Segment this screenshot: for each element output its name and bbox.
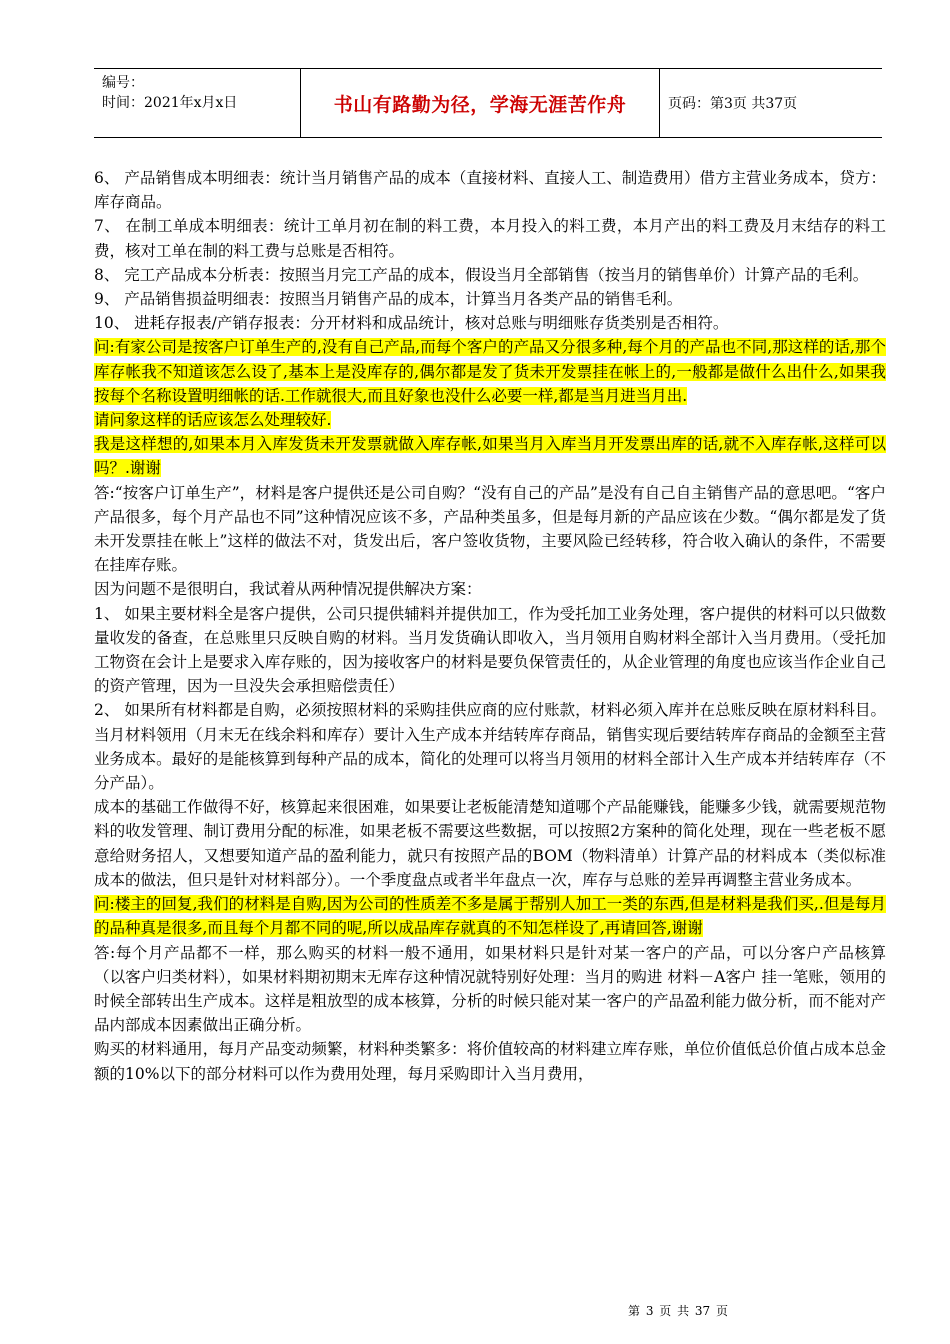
highlighted-question (94, 408, 886, 432)
paragraph (94, 166, 886, 214)
paragraph-text: 9、 产品销售损益明细表：按照当月销售产品的成本，计算当月各类产品的销售毛利。 (94, 290, 683, 309)
header-meta (94, 69, 300, 137)
paragraph (94, 481, 886, 578)
highlighted-question (94, 335, 886, 408)
paragraph-text: 购买的材料通用，每月产品变动频繁，材料种类繁多：将价值较高的材料建立库存账，单位价值低总价值占成本总金额的10%以下的部分材料可以作为费用处理，每月采购即计入当月费用， (94, 1040, 886, 1083)
paragraph-text: 成本的基础工作做得不好，核算起来很困难，如果要让老板能清楚知道哪个产品能赚钱，能赚多少钱，就需要规范物料的收发管理、制订费用分配的标准，如果老板不需要这些数据，可以按照2方案种的简化处理，现在一些老板不愿意给财务招人，又想要知道产品的盈利能力，就只有按照产品的BOM（物料清单）计算产品的材料成本（类似标准成本的做法，但只是针对材料部分）。一个季度盘点或者半年盘点一次，库存与总账的差异再调整主营业务成本。 (94, 798, 886, 889)
paragraph-text: 1、 如果主要材料全是客户提供，公司只提供辅料并提供加工，作为受托加工业务处理，客户提供的材料可以只做数量收发的备查，在总账里只反映自购的材料。当月发货确认即收入，当月领用自购材料全部计入当月费用。（受托加工物资在会计上是要求入库存账的，因为接收客户的材料是要负保管责任的，从企业管理的角度也应该当作企业自己的资产管理，因为一旦没失会承担赔偿责任） (94, 604, 886, 696)
paragraph (94, 1037, 886, 1085)
paragraph-text: 答:每个月产品都不一样，那么购买的材料一般不通用，如果材料只是针对某一客户的产品，可以分客户产品核算（以客户归类材料），如果材料期初期末无库存这种情况就特别好处理：当月的购进 材料－A客户 挂一笔账，领用的时候全部转出生产成本。这样是粗放型的成本核算，分析的时候只能对某一客户的产品盈利能力做分析，而不能对产品内部成本因素做出正确分析。 (94, 943, 886, 1035)
page-info: 页码：第3页 共37页 (668, 96, 798, 112)
paragraph (94, 941, 886, 1038)
paragraph-text: 问:有家公司是按客户订单生产的,没有自己产品,而每个客户的产品又分很多种,每个月的产品也不同,那这样的话,那个库存帐我不知道该怎么设了,基本上是没库存的,偶尔都是发了货未开发票挂在帐上的,一般都是做什么出什么,如果我按每个名称设置明细帐的话.工作就很大,而且好象也没什么必要一样,都是当月进当月出. (94, 338, 886, 405)
paragraph-text: 6、 产品销售成本明细表：统计当月销售产品的成本（直接材料、直接人工、制造费用）借方主营业务成本，贷方：库存商品。 (94, 169, 886, 212)
paragraph (94, 311, 886, 335)
paragraph (94, 602, 886, 699)
paragraph (94, 263, 886, 287)
paragraph-text: 7、 在制工单成本明细表：统计工单月初在制的料工费，本月投入的料工费，本月产出的料工费及月末结存的料工费，核对工单在制的料工费与总账是否相符。 (94, 217, 886, 260)
highlighted-question (94, 432, 886, 480)
paragraph-text: 答:“按客户订单生产”，材料是客户提供还是公司自购？“没有自己的产品”是没有自己自主销售产品的意思吧。“客户产品很多，每个月产品也不同”这种情况应该不多，产品种类虽多，但是每月新的产品应该在少数。“偶尔都是发了货未开发票挂在帐上”这样的做法不对，货发出后，客户签收货物，主要风险已经转移，符合收入确认的条件，不需要在挂库存账。 (94, 483, 886, 575)
paragraph-text: 问:楼主的回复,我们的材料是自购,因为公司的性质差不多是属于帮别人加工一类的东西,但是材料是我们买,.但是每月的品种真是很多,而且每个月都不同的呢,所以成品库存就真的不知怎样设了,再请回答,谢谢 (94, 895, 886, 938)
paragraph-text: 2、 如果所有材料都是自购，必须按照材料的采购挂供应商的应付账款，材料必须入库并在总账反映在原材料科目。当月材料领用（月末无在线余料和库存）要计入生产成本并结转库存商品，销售实现后要结转库存商品的金额至主营业务成本。最好的是能核算到每种产品的成本，简化的处理可以将当月领用的材料全部计入生产成本并结转库存（不分产品）。 (94, 701, 886, 793)
motto: 书山有路勤为径，学海无涯苦作舟 (333, 93, 627, 116)
highlighted-question (94, 892, 886, 940)
paragraph (94, 698, 886, 795)
time-label: 时间：2021年x月x日 (102, 95, 238, 111)
paragraph (94, 214, 886, 262)
document-body (94, 166, 886, 1086)
paragraph-text: 8、 完工产品成本分析表：按照当月完工产品的成本，假设当月全部销售（按当月的销售单价）计算产品的毛利。 (94, 265, 869, 284)
number-label: 编号： (102, 75, 144, 91)
paragraph-text: 请问象这样的话应该怎么处理较好. (94, 411, 332, 430)
paragraph (94, 795, 886, 892)
paragraph-text: 我是这样想的,如果本月入库发货未开发票就做入库存帐,如果当月入库当月开发票出库的话,就不入库存帐,这样可以吗？.谢谢 (94, 435, 886, 478)
page-header (94, 68, 882, 138)
paragraph-text: 因为问题不是很明白，我试着从两种情况提供解决方案： (94, 580, 482, 599)
paragraph-text: 10、 进耗存报表/产销存报表：分开材料和成品统计，核对总账与明细账存货类别是否相符。 (94, 314, 729, 333)
paragraph (94, 577, 886, 601)
header-page-cell (660, 69, 882, 137)
page-footer: 第 3 页 共 37 页 (628, 1304, 728, 1318)
header-motto-cell (300, 69, 660, 137)
paragraph (94, 287, 886, 311)
